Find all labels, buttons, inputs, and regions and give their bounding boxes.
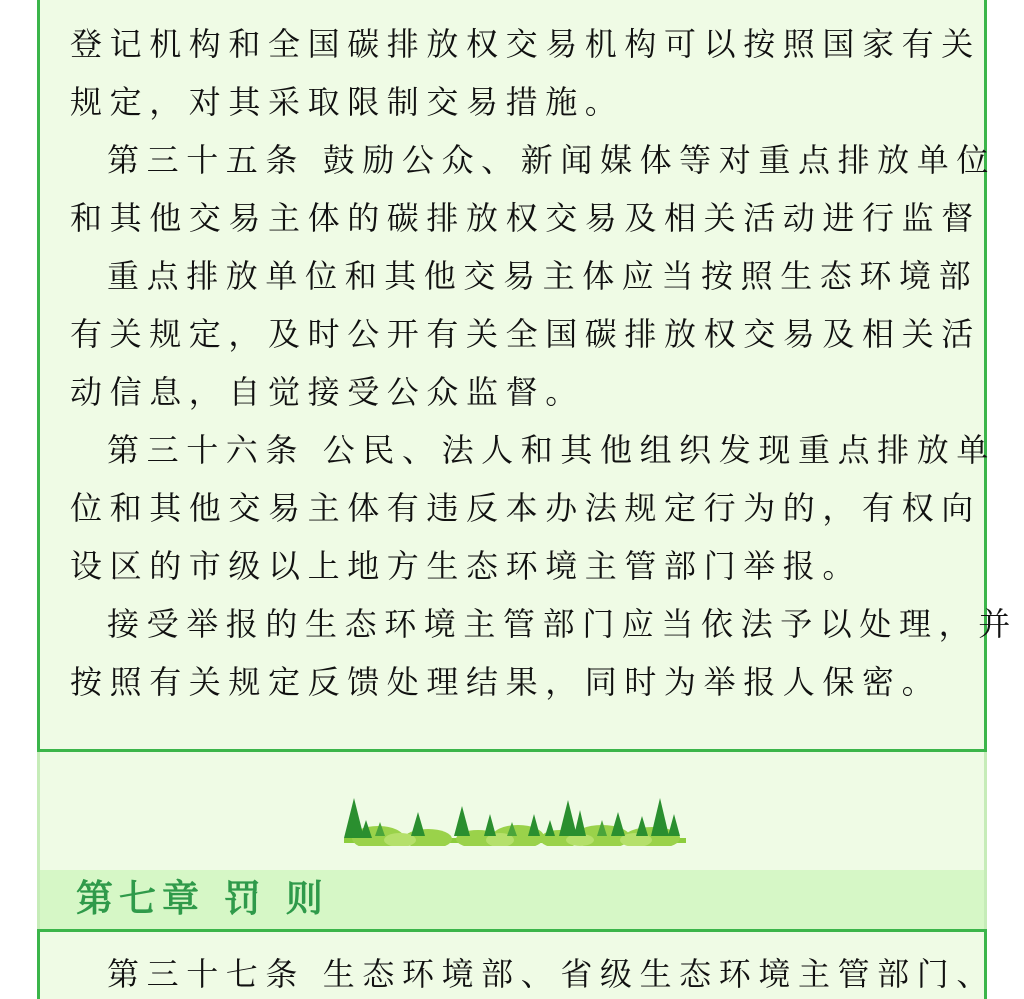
paragraph-line: 重点排放单位和其他交易主体应当按照生态环境部	[107, 257, 979, 295]
paragraph-line: 和其他交易主体的碳排放权交易及相关活动进行监督	[70, 199, 981, 237]
article-37-heading-line: 第三十七条 生态环境部、省级生态环境主管部门、	[107, 955, 996, 993]
paragraph-line: 有关规定，及时公开有关全国碳排放权交易及相关活	[70, 315, 981, 353]
paragraph-line: 接受举报的生态环境主管部门应当依法予以处理，并	[107, 605, 1018, 643]
paragraph-line: 位和其他交易主体有违反本办法规定行为的，有权向	[70, 489, 981, 527]
article-35-heading-line: 第三十五条 鼓励公众、新闻媒体等对重点排放单位	[107, 141, 996, 179]
forest-trees-icon	[340, 792, 690, 846]
paragraph-line: 按照有关规定反馈处理结果，同时为举报人保密。	[70, 663, 942, 701]
article-36-heading-line: 第三十六条 公民、法人和其他组织发现重点排放单	[107, 431, 996, 469]
paragraph-line: 登记机构和全国碳排放权交易机构可以按照国家有关	[70, 25, 981, 63]
paragraph-line: 规定，对其采取限制交易措施。	[70, 83, 625, 121]
paragraph-line: 动信息，自觉接受公众监督。	[70, 373, 585, 411]
chapter-title: 第七章 罚 则	[76, 877, 329, 920]
paragraph-line: 设区的市级以上地方生态环境主管部门举报。	[70, 547, 863, 585]
